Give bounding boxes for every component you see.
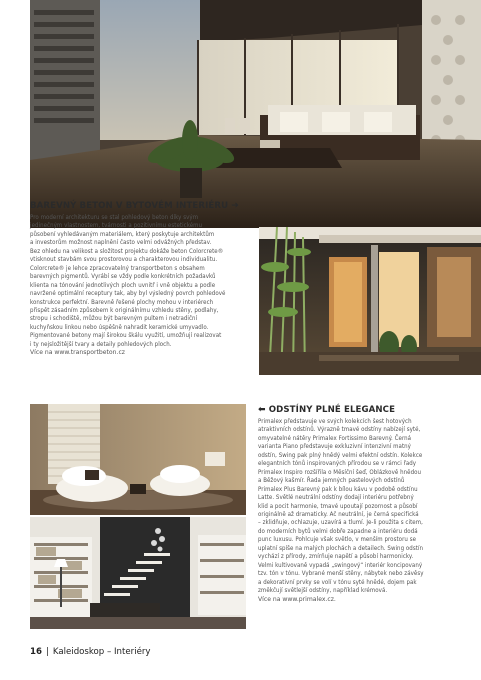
paint-article-title: ODSTÍNY PLNÉ ELEGANCE [268,405,396,415]
text-line: vtisknout stavbám svou prostorovou a charakterovou individualitu. [30,256,218,264]
paint-article-body [258,418,450,596]
text-line: – zklidňuje, ochlazuje, uzavírá a tlumí. Je-li použita s citem, [258,519,423,527]
concrete-article-body [30,214,252,349]
lounge-photo [30,404,246,515]
text-line: Primalex Inspiro rozšířila o Měsíční šeď, Oblázkově hnědou [258,468,422,476]
text-line: omyvatelné nátěry Primalex Fortissimo Barevný. Černá [258,434,412,442]
text-line: punc luxusu. Pohlcuje však světlo, v menším prostoru se [258,536,417,544]
text-line: i ty nejsložitější tvary a detaily pohledových ploch. [30,340,172,348]
text-line: stropu i schodiště, můžou být barevným pultem i netradiční [30,315,198,323]
text-line: atraktivních odstínů. Výrazně tmavé odstíny nabízejí syté, [258,426,421,434]
text-line: a investorům možnost naplnění často velmi odvážných představ. [30,239,212,247]
paint-article [258,405,450,604]
concrete-article [30,201,252,358]
terrace-photo [30,0,481,228]
page-footer [30,647,151,657]
paint-article-heading [258,405,450,415]
arrow-right-icon: ➔ [231,201,239,211]
courtyard-photo [259,227,481,375]
text-line: vychází z přírody, zmírňuje napětí a působí harmonicky. [258,553,414,561]
text-line: přispět zásadním způsobem k originálnímu vzhledu stěny, podlahy, [30,306,219,314]
text-line: Latte. Světlé neutrální odstíny dodají interiéru potřebný [258,494,414,502]
text-line: uplatní spíše na malých plochách a detailech. Swing odstín [258,544,424,552]
text-line: kuchyňskou linkou nebo úspěšně nahradit keramické umyvadlo. [30,323,209,331]
text-line: Bez ohledu na velikost a složitost projektu dokáže beton Colorcrete® [30,247,224,255]
text-line: Velmi kultivovaně vypadá „swingový“ interiér koncipovaný [258,561,423,569]
text-line: originálně až dramaticky. Ač neutrální, je černá specifická [258,510,419,518]
text-line: Pigmentované betony mají širokou škálu využití, umožňují realizovat [30,332,222,340]
text-line: působení vyhledávaným materiálem, který poskytuje architektům [30,230,215,238]
text-line: varianta Piano představuje exkluzivní intenzivní matný [258,443,411,451]
text-line: změkčují světlejší odstíny, například krémová. [258,587,388,595]
text-line: barevných pigmentů. Vyrábí se vždy podle konkrétních požadavků [30,273,216,281]
text-line: Colorcrete® je lehce zpracovatelný transportbeton s obsahem [30,264,205,272]
text-line: Primalex Plus Barevný pak k bílou kávu v podobě odstínu [258,485,418,493]
text-line: klienta na tónování jednotlivých ploch uvnitř i vně objektu a podle [30,281,216,289]
concrete-article-title: BAREVNÝ BETON V BYTOVÉM INTERIÉRU [30,201,229,211]
page-number: 16 [30,647,42,657]
footer-separator: | [45,647,49,657]
text-line: do moderních bytů velmi dobře zapadne a interiéru dodá [258,527,418,535]
text-line: Primalex představuje ve svých kolekcích šest hotových [258,418,412,425]
staircase-photo [30,517,246,629]
transportbeton-link[interactable]: Více na www.transportbeton.cz [30,349,126,357]
text-line: a Běžový kašmír. Řada jemných pastelových odstínů [258,477,405,485]
text-line: odstín, Swing pak plný hnědý velmi efektní odstín. Kolekce [258,451,423,459]
text-line: navržené optimální receptury tak, aby byl výsledný povrch pohledové [30,290,226,298]
arrow-left-icon: ⬅ [258,405,266,415]
magazine-section: Kaleidoskop – Interiéry [52,647,151,657]
text-line: a dekorativní prvky se volí v tónu syté hnědé, dojem pak [258,578,417,586]
text-line: konstrukce perfektní. Barevně řešené plochy mohou v interiérech [30,298,214,306]
text-line: klid a pocit harmonie, tmavé upoutají pozornost a působí [258,502,418,510]
primalex-link[interactable]: Více na www.primalex.cz. [258,595,336,603]
text-line: Pro moderní architekturu se stal pohledový beton díky svým [30,214,199,221]
text-line: jedinečným vlastnostem, tvárnosti a pozitivnímu estetickému [30,222,203,230]
text-line: tzv. tón v tónu. Vybrané menší stěny, nábytek nebo závěsy [258,570,424,578]
text-line: elegantních tónů inspirovaných přírodou se v rámci řady [258,460,417,468]
concrete-article-heading [30,201,252,211]
